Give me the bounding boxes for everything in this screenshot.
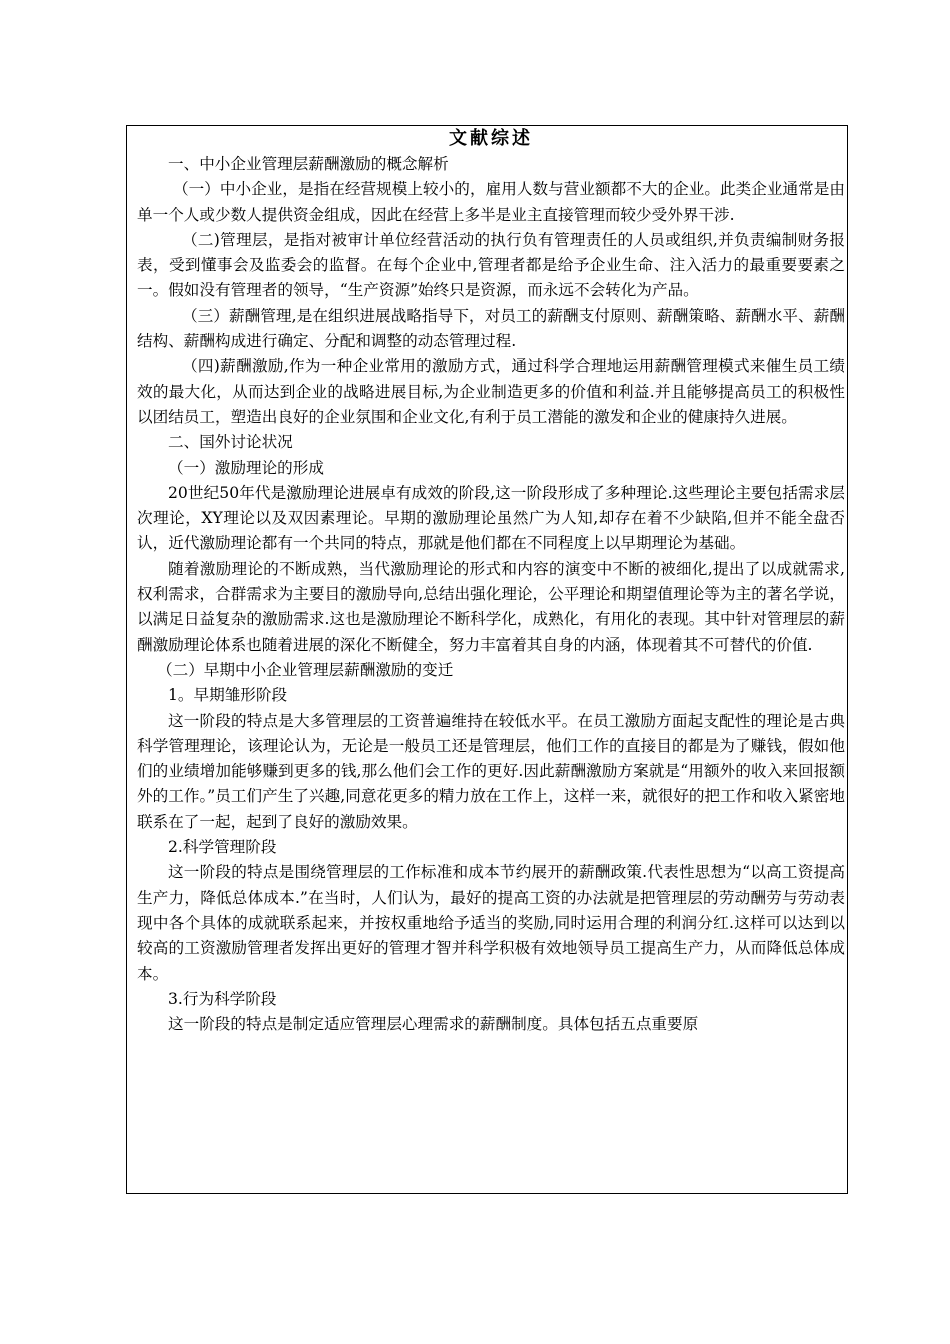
paragraph: 这一阶段的特点是制定适应管理层心理需求的薪酬制度。具体包括五点重要原: [168, 1015, 699, 1034]
paragraph: 这一阶段的特点是围绕管理层的工作标准和成本节约展开的薪酬政策.代表性思想为“以高工资提高生产力，降低总体成本.”在当时，人们认为，最好的提高工资的办法就是把管理层的劳动酬劳与劳动表现中各个具体的成就联系起来，并按权重地给予适当的奖励,同时运用合理的利润分红.这样可以达到以较高的工资激励管理者发挥出更好的管理才智并科学积极有效地领导员工提高生产力，从而降低总体成本。: [137, 863, 845, 983]
paragraph: （三）薪酬管理,是在组织进展战略指导下，对员工的薪酬支付原则、薪酬策略、薪酬水平、薪酬结构、薪酬构成进行确定、分配和调整的动态管理过程.: [137, 306, 845, 351]
paragraph: 随着激励理论的不断成熟，当代激励理论的形式和内容的演变中不断的被细化,提出了以成就需求,权利需求，合群需求为主要目的激励导向,总结出强化理论，公平理论和期望值理论等为主的著名学说，以满足日益复杂的激励需求.这也是激励理论不断科学化，成熟化，有用化的表现。其中针对管理层的薪酬激励理论体系也随着进展的深化不断健全，努力丰富着其自身的内涵，体现着其不可替代的价值.: [137, 559, 845, 654]
paragraph: （一）中小企业，是指在经营规模上较小的，雇用人数与营业额都不大的企业。此类企业通常是由单一个人或少数人提供资金组成，因此在经营上多半是业主直接管理而较少受外界干涉.: [137, 180, 845, 224]
paragraph: （二)管理层，是指对被审计单位经营活动的执行负有管理责任的人员或组织,并负责编制财务报表，受到懂事会及监委会的监督。在每个企业中,管理者都是给予企业生命、注入活力的最重要要素之一。假如没有管理者的领导，“生产资源”始终只是资源，而永远不会转化为产品。: [137, 230, 845, 300]
paragraph: 二、国外讨论状况: [168, 433, 293, 452]
paragraph: 1。早期雏形阶段: [168, 686, 288, 705]
paragraph: 3.行为科学阶段: [168, 989, 277, 1008]
page-title: 文献综述: [449, 128, 533, 149]
paragraph: 这一阶段的特点是大多管理层的工资普遍维持在较低水平。在员工激励方面起支配性的理论是古典科学管理理论，该理论认为，无论是一般员工还是管理层，他们工作的直接目的都是为了赚钱，假如他们的业绩增加能够赚到更多的钱,那么他们会工作的更好.因此薪酬激励方案就是“用额外的收入来回报额外的工作。”员工们产生了兴趣,同意花更多的精力放在工作上，这样一来，就很好的把工作和收入紧密地联系在了一起，起到了良好的激励效果。: [137, 711, 845, 831]
paragraph: 20世纪50年代是激励理论进展卓有成效的阶段,这一阶段形成了多种理论.这些理论主要包括需求层次理论，XY理论以及双因素理论。早期的激励理论虽然广为人知,却存在着不少缺陷,但并不能全盘否认，近代激励理论都有一个共同的特点，那就是他们都在不同程度上以早期理论为基础。: [137, 483, 845, 553]
document-body: [137, 125, 845, 1037]
paragraph: （二）早期中小企业管理层薪酬激励的变迁: [157, 660, 454, 679]
paragraph: 2.科学管理阶段: [168, 838, 277, 857]
paragraph: （一）激励理论的形成: [168, 458, 324, 477]
paragraph: 一、中小企业管理层薪酬激励的概念解析: [168, 155, 449, 173]
paragraph: （四)薪酬激励,作为一种企业常用的激励方式，通过科学合理地运用薪酬管理模式来催生员工绩效的最大化，从而达到企业的战略进展目标,为企业制造更多的价值和利益.并且能够提高员工的积极性以团结员工，塑造出良好的企业氛围和企业文化,有利于员工潜能的激发和企业的健康持久进展。: [137, 357, 845, 426]
